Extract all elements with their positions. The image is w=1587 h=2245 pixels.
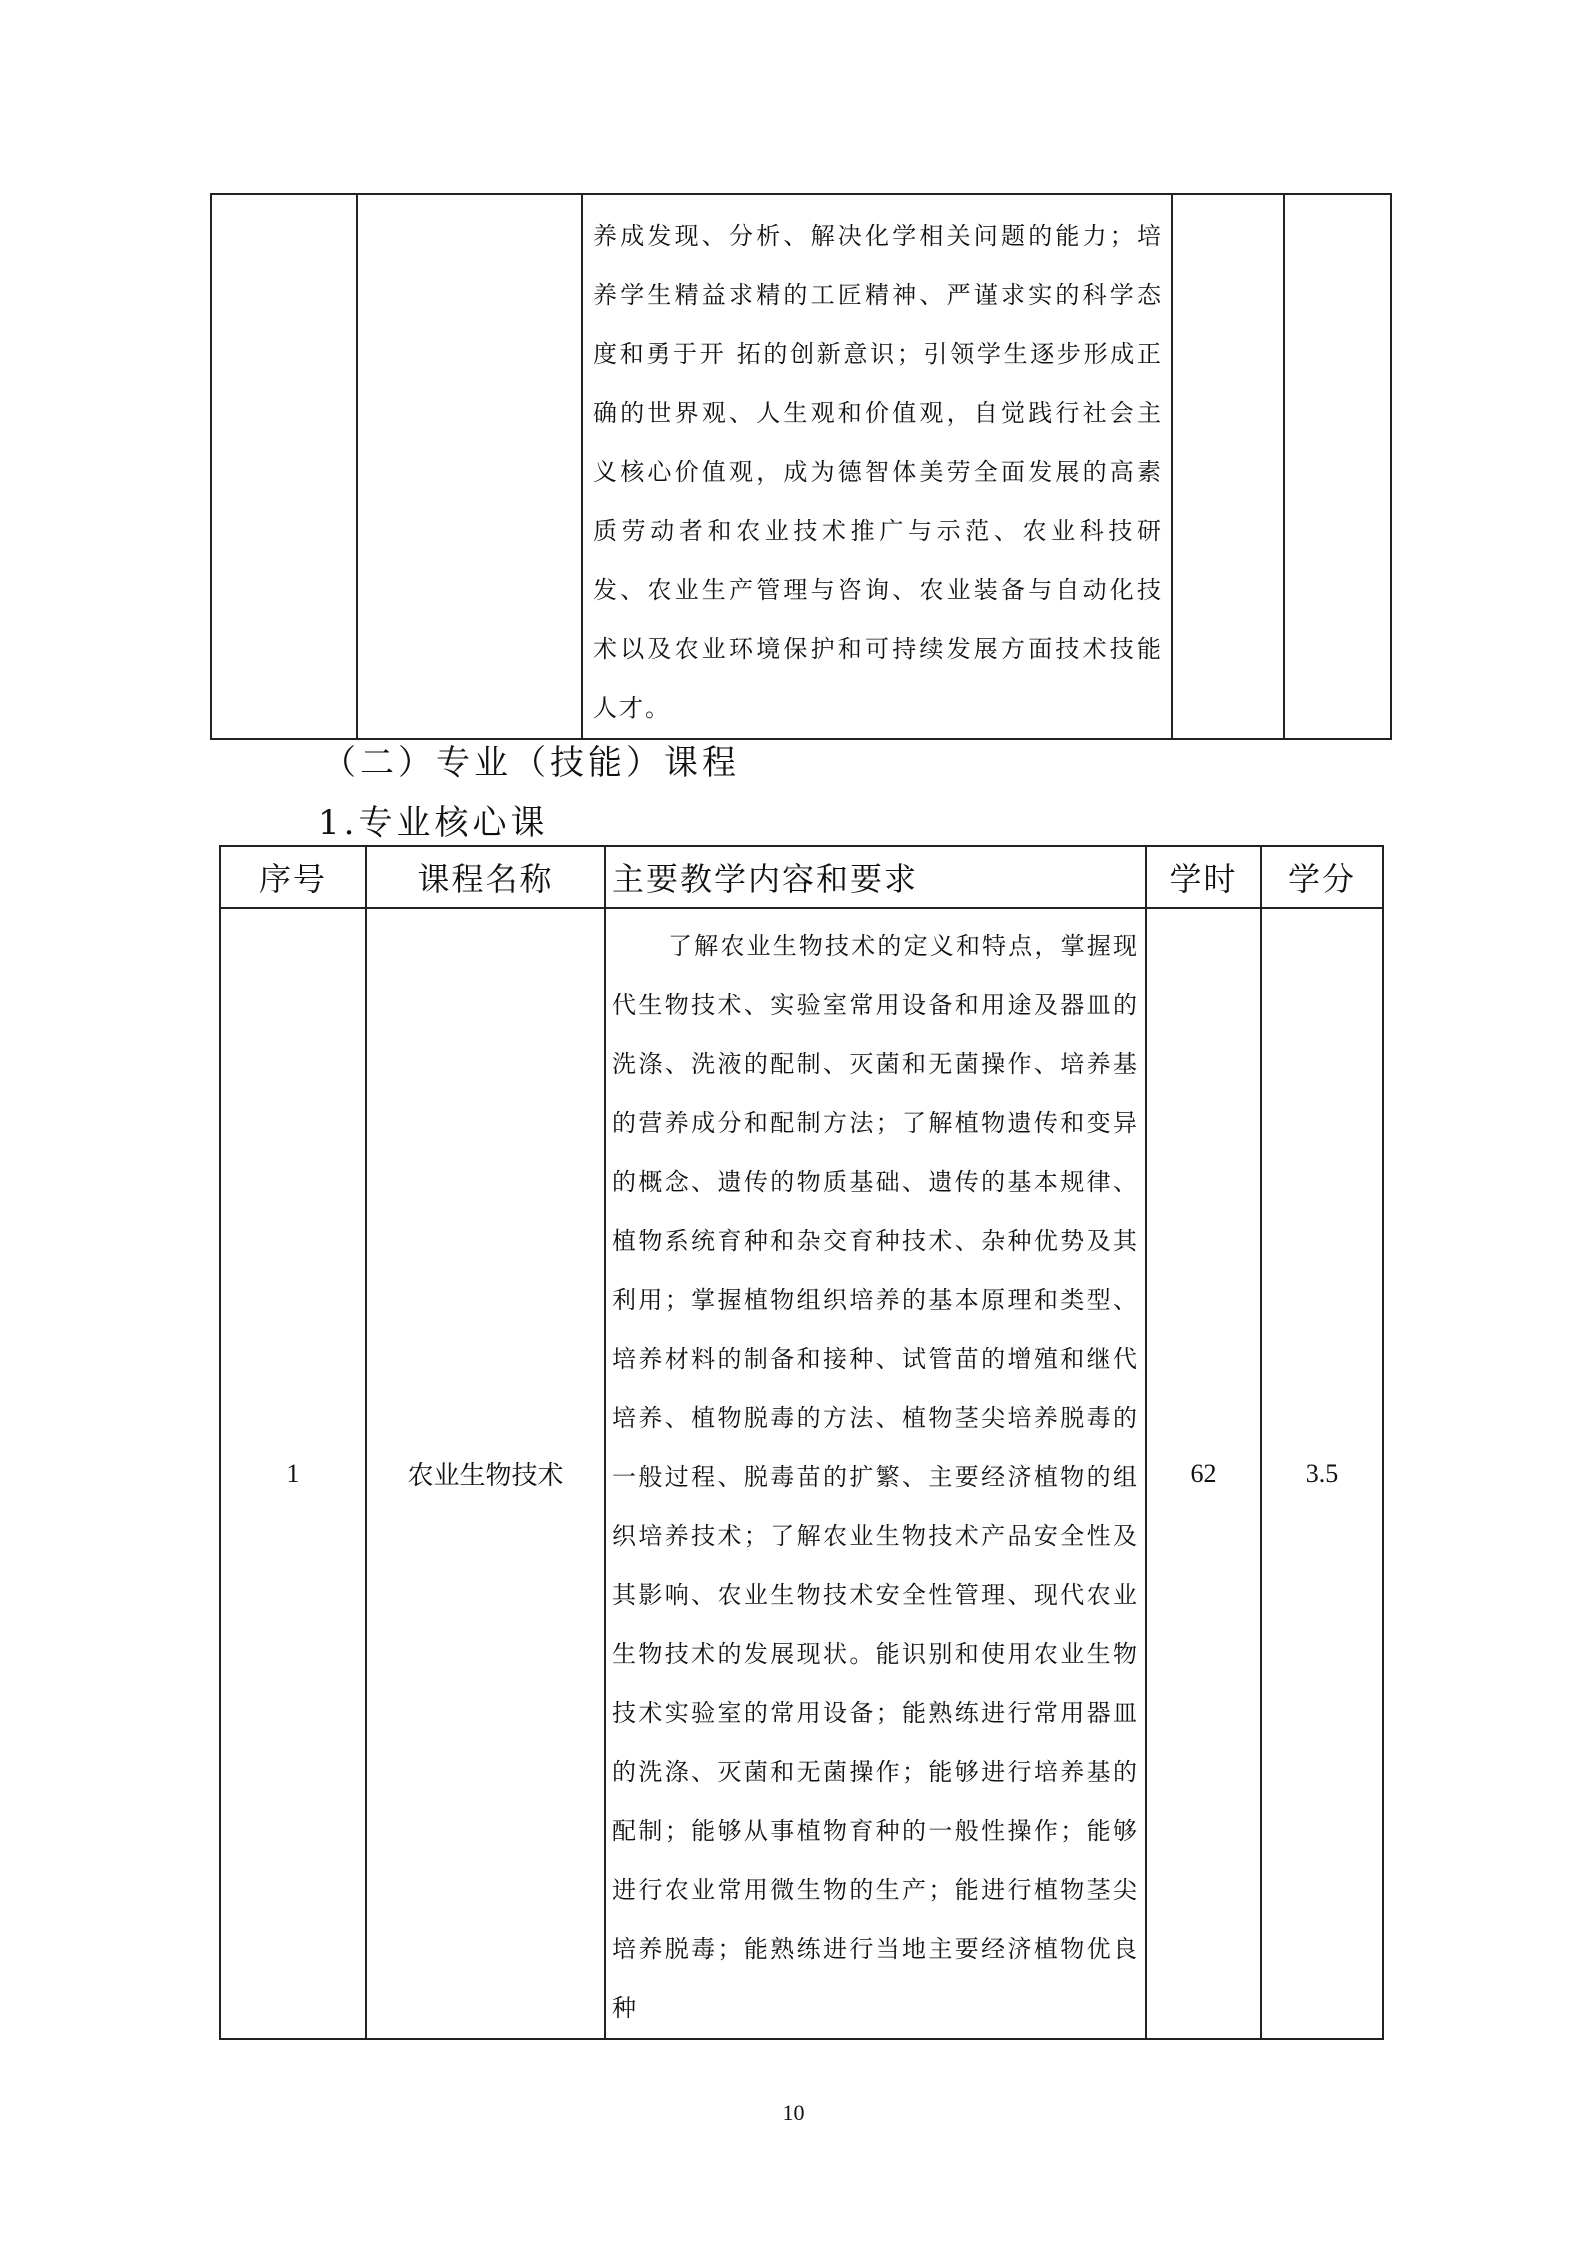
table-row <box>220 908 1383 2039</box>
header-hours: 学时 <box>1146 846 1261 908</box>
header-course-name: 课程名称 <box>366 846 605 908</box>
page-number: 10 <box>782 2100 805 2125</box>
row-hours-cell: 62 <box>1146 908 1261 2039</box>
core-course-table <box>219 845 1384 2040</box>
header-content: 主要教学内容和要求 <box>605 846 1146 908</box>
row-credits-cell: 3.5 <box>1261 908 1383 2039</box>
row-content-cell: 了解农业生物技术的定义和特点，掌握现代生物技术、实验室常用设备和用途及器皿的洗涤、洗液的配制、灭菌和无菌操作、培养基的营养成分和配制方法；了解植物遗传和变异的概念、遗传的物质基础、遗传的基本规律、植物系统育种和杂交育种技术、杂种优势及其利用；掌握植物组织培养的基本原理和类型、培养材料的制备和接种、试管苗的增殖和继代培养、植物脱毒的方法、植物茎尖培养脱毒的一般过程、脱毒苗的扩繁、主要经济植物的组织培养技术；了解农业生物技术产品安全性及其影响、农业生物技术安全性管理、现代农业生物技术的发展现状。能识别和使用农业生物技术实验室的常用设备；能熟练进行常用器皿的洗涤、灭菌和无菌操作；能够进行培养基的配制；能够从事植物育种的一般性操作；能够进行农业常用微生物的生产；能进行植物茎尖培养脱毒；能熟练进行当地主要经济植物优良种 <box>605 908 1146 2039</box>
header-credits: 学分 <box>1261 846 1383 908</box>
row-course-name-cell: 农业生物技术 <box>366 908 605 2039</box>
continuation-table <box>210 193 1392 740</box>
section-heading: （二）专业（技能）课程 <box>322 743 740 783</box>
row-index-cell: 1 <box>220 908 366 2039</box>
cont-index-cell <box>211 194 357 739</box>
cont-credits-cell <box>1284 194 1391 739</box>
cont-name-cell <box>357 194 582 739</box>
table-row <box>211 194 1391 739</box>
header-index: 序号 <box>220 846 366 908</box>
subsection-heading: 1.专业核心课 <box>318 803 549 843</box>
cont-content-cell: 养成发现、分析、解决化学相关问题的能力；培养学生精益求精的工匠精神、严谨求实的科学态度和勇于开 拓的创新意识；引领学生逐步形成正确的世界观、人生观和价值观，自觉践行社会主义核心价值观，成为德智体美劳全面发展的高素质劳动者和农业技术推广与示范、农业科技研发、农业生产管理与咨询、农业装备与自动化技术以及农业环境保护和可持续发展方面技术技能人才。 <box>582 194 1172 739</box>
table-header-row <box>220 846 1383 908</box>
cont-hours-cell <box>1172 194 1284 739</box>
